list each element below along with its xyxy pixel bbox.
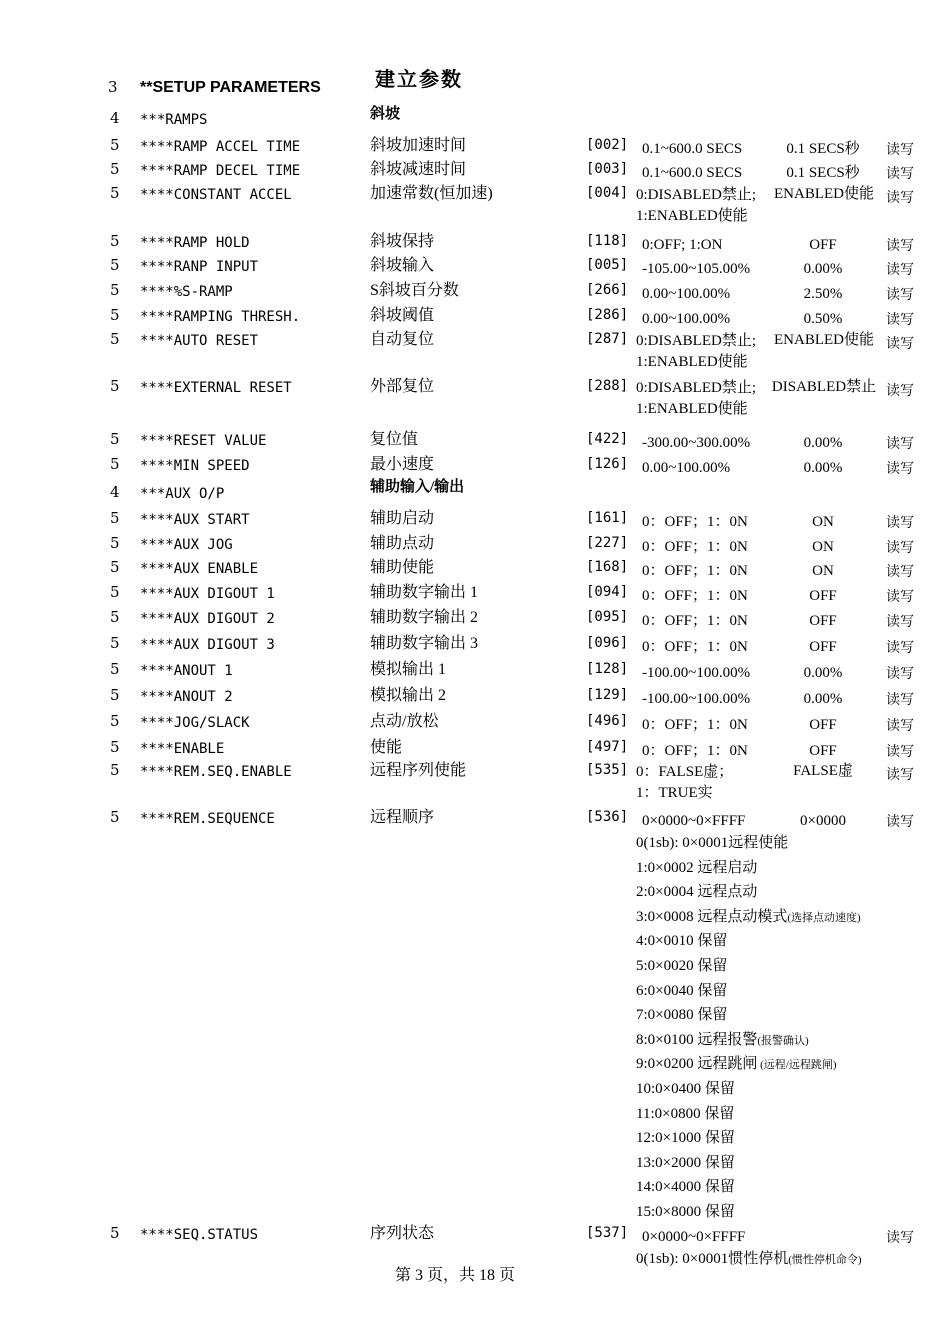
param-tag: [096] [586, 635, 629, 651]
param-level: 5 [110, 281, 120, 299]
bit-description [636, 959, 727, 974]
param-range-line2: 1:ENABLED使能 [636, 401, 748, 417]
param-range: 0:DISABLED禁止; [636, 333, 757, 349]
param-access: 读写 [886, 337, 914, 352]
param-access: 读写 [886, 565, 914, 580]
param-tag: [537] [586, 1225, 629, 1241]
param-name: ****RAMP DECEL TIME [140, 163, 301, 179]
param-name: ****JOG/SLACK [140, 715, 250, 731]
param-range: 0.00~100.00% [642, 460, 731, 476]
param-tag: [128] [586, 661, 629, 677]
bit-description [636, 1033, 809, 1048]
param-access: 读写 [886, 719, 914, 734]
param-name: ****MIN SPEED [140, 458, 250, 474]
param-range: -100.00~100.00% [642, 665, 751, 681]
param-default: ON [812, 539, 834, 555]
param-access: 读写 [886, 516, 914, 531]
param-name: ****AUX DIGOUT 3 [140, 637, 275, 653]
section-level: 3 [108, 78, 118, 96]
param-level: 5 [110, 136, 120, 154]
param-default: OFF [809, 613, 837, 629]
param-name: ****CONSTANT ACCEL [140, 187, 292, 203]
param-name: ****REM.SEQUENCE [140, 811, 275, 827]
param-tag: [129] [586, 687, 629, 703]
bit-text: 11:0×0800 保留 [636, 1105, 735, 1122]
param-name: ****AUX ENABLE [140, 561, 259, 577]
param-level: 5 [110, 712, 120, 730]
param-default: 2.50% [803, 286, 843, 302]
param-range: 0:DISABLED禁止; [636, 380, 757, 396]
param-access: 读写 [886, 288, 914, 303]
bit-text: 14:0×4000 保留 [636, 1179, 735, 1196]
param-name: ****EXTERNAL RESET [140, 380, 292, 396]
param-default: ENABLED使能 [774, 332, 874, 348]
bit-description [636, 1008, 727, 1023]
bit-text: 4:0×0010 保留 [636, 933, 728, 950]
param-name-cn: 辅助点动 [370, 535, 435, 552]
param-name: ****AUX START [140, 512, 250, 528]
param-level: 5 [110, 608, 120, 626]
param-name-cn: 斜坡加速时间 [370, 137, 467, 154]
param-range: 0.00~100.00% [642, 311, 731, 327]
param-access: 读写 [886, 263, 914, 278]
page-footer: 第 3 页，共 18 页 [395, 1267, 516, 1284]
param-name: ****SEQ.STATUS [140, 1227, 259, 1243]
bit-description [636, 1082, 735, 1097]
param-level: 5 [110, 306, 120, 324]
bit-description [636, 1057, 837, 1072]
param-level: 5 [110, 509, 120, 527]
param-access: 读写 [886, 384, 914, 399]
param-name: ****%S-RAMP [140, 284, 233, 300]
param-name: ****AUX JOG [140, 537, 233, 553]
param-name-cn: 模拟输出 2 [370, 687, 447, 704]
group-name-cn: 斜坡 [370, 106, 401, 122]
param-name-cn: 模拟输出 1 [370, 661, 447, 678]
bit-description [636, 910, 861, 925]
param-name-cn: 辅助启动 [370, 510, 435, 527]
param-level: 5 [110, 160, 120, 178]
group-name: ***AUX O/P [140, 486, 225, 502]
param-tag: [288] [586, 378, 629, 394]
bit-text: 9:0×0200 远程跳闸 [636, 1056, 758, 1073]
bit-description [636, 1107, 734, 1122]
param-default: OFF [809, 743, 837, 759]
param-range: 0.1~600.0 SECS [642, 141, 743, 157]
param-tag: [095] [586, 609, 629, 625]
param-default: 0.1 SECS秒 [786, 165, 860, 181]
param-access: 读写 [886, 541, 914, 556]
param-access: 读写 [886, 191, 914, 206]
param-name: ****ENABLE [140, 741, 225, 757]
param-level: 5 [110, 761, 120, 779]
param-name-cn: 斜坡保持 [370, 233, 435, 250]
param-default: 0.00% [803, 665, 843, 681]
param-name: ****RANP INPUT [140, 259, 259, 275]
bit-text: 5:0×0020 保留 [636, 958, 728, 974]
bit-text: 10:0×0400 保留 [636, 1081, 735, 1097]
param-range: 0：OFF；1：0N [642, 639, 748, 655]
param-name-cn: 斜坡减速时间 [370, 161, 467, 178]
param-default: 0.00% [803, 691, 843, 707]
param-level: 5 [110, 686, 120, 704]
param-name-cn: 自动复位 [370, 331, 435, 348]
param-level: 5 [110, 534, 120, 552]
param-tag: [266] [586, 282, 629, 298]
bit-description [636, 984, 727, 999]
param-level: 5 [110, 558, 120, 576]
param-level: 5 [110, 634, 120, 652]
param-name-cn: 复位值 [370, 431, 419, 448]
param-access: 读写 [886, 143, 914, 158]
param-level: 5 [110, 232, 120, 250]
group-name-cn: 辅助输入/输出 [370, 479, 465, 495]
param-name: ****ANOUT 2 [140, 689, 233, 705]
param-name-cn: 使能 [370, 739, 403, 756]
bit-text: 12:0×1000 保留 [636, 1130, 735, 1147]
param-tag: [003] [586, 161, 629, 177]
param-name-cn: 远程顺序 [370, 809, 435, 826]
param-default: 0.1 SECS秒 [786, 141, 860, 157]
bit-text: 7:0×0080 保留 [636, 1007, 728, 1024]
param-default: 0×0000 [800, 813, 846, 829]
bit-text: 3:0×0008 远程点动模式 [636, 908, 788, 925]
param-level: 5 [110, 330, 120, 348]
param-level: 5 [110, 808, 120, 826]
param-range-line2: 1：TRUE实 [636, 785, 713, 801]
param-name: ****RAMP HOLD [140, 235, 250, 251]
param-name: ****ANOUT 1 [140, 663, 233, 679]
section-title-cn: 建立参数 [375, 69, 463, 91]
param-tag: [496] [586, 713, 629, 729]
param-name-cn: 辅助数字输出 1 [370, 584, 479, 601]
param-name: ****RAMP ACCEL TIME [140, 139, 301, 155]
param-name-cn: 远程序列使能 [370, 762, 467, 779]
group-name: ***RAMPS [140, 112, 208, 128]
param-name: ****AUX DIGOUT 1 [140, 586, 275, 602]
bit-text: 1:0×0002 远程启动 [636, 859, 758, 876]
section-title: **SETUP PARAMETERS [140, 79, 321, 96]
param-level: 5 [110, 430, 120, 448]
param-name: ****AUX DIGOUT 2 [140, 611, 275, 627]
bit-text: 0(1sb): 0×0001惯性停机 [636, 1251, 789, 1267]
bit-note: (远程/远程跳闸) [757, 1059, 837, 1072]
param-access: 读写 [886, 167, 914, 182]
bit-note: (惯性停机命令) [788, 1254, 862, 1266]
param-name-cn: 辅助使能 [370, 559, 435, 576]
param-default: OFF [809, 237, 837, 253]
param-name-cn: 斜坡阈值 [370, 307, 435, 324]
param-level: 5 [110, 455, 120, 473]
bit-text: 2:0×0004 远程点动 [636, 884, 758, 901]
param-range-line2: 1:ENABLED使能 [636, 354, 748, 370]
param-name-cn: 序列状态 [370, 1225, 435, 1242]
param-range: 0：OFF；1：0N [642, 743, 748, 759]
param-access: 读写 [886, 745, 914, 760]
bit-description [636, 861, 757, 876]
param-level: 5 [110, 738, 120, 756]
bit-text: 6:0×0040 保留 [636, 982, 728, 999]
param-access: 读写 [886, 313, 914, 328]
bit-text: 8:0×0100 远程报警 [636, 1031, 758, 1048]
param-default: ON [812, 514, 834, 530]
param-tag: [422] [586, 431, 629, 447]
param-range: 0×0000~0×FFFF [642, 1229, 746, 1245]
param-range: 0×0000~0×FFFF [642, 813, 746, 829]
param-name-cn: 最小速度 [370, 456, 435, 473]
param-access: 读写 [886, 693, 914, 708]
param-tag: [094] [586, 584, 629, 600]
param-access: 读写 [886, 615, 914, 630]
param-access: 读写 [886, 815, 914, 830]
group-level: 4 [110, 483, 120, 501]
param-access: 读写 [886, 239, 914, 254]
param-access: 读写 [886, 768, 914, 783]
group-level: 4 [110, 109, 120, 127]
param-tag: [161] [586, 510, 629, 526]
param-range: -300.00~300.00% [642, 435, 751, 451]
param-name: ****AUTO RESET [140, 333, 259, 349]
param-tag: [287] [586, 331, 629, 347]
param-level: 5 [110, 583, 120, 601]
param-name-cn: 外部复位 [370, 378, 435, 395]
bit-description [636, 1156, 735, 1171]
bit-note: (报警确认) [757, 1034, 809, 1047]
bit-description [636, 934, 727, 949]
bit-text: 15:0×8000 保留 [636, 1204, 735, 1220]
bit-text: 0(1sb): 0×0001远程使能 [636, 835, 789, 851]
param-default: ON [812, 563, 834, 579]
param-default: 0.00% [803, 435, 843, 451]
bit-text: 13:0×2000 保留 [636, 1154, 735, 1171]
param-default: OFF [809, 717, 837, 733]
param-tag: [227] [586, 535, 629, 551]
param-tag: [536] [586, 809, 629, 825]
param-name-cn: S斜坡百分数 [370, 282, 459, 299]
param-level: 5 [110, 256, 120, 274]
param-range: 0：OFF；1：0N [642, 514, 748, 530]
param-tag: [005] [586, 257, 629, 273]
bit-description [636, 1252, 862, 1267]
param-default: OFF [809, 639, 837, 655]
param-name-cn: 加速常数(恒加速) [370, 185, 493, 202]
param-name-cn: 点动/放松 [370, 713, 439, 730]
param-range: 0：OFF；1：0N [642, 588, 748, 604]
param-name-cn: 辅助数字输出 2 [370, 609, 479, 626]
param-default: 0.50% [803, 311, 843, 327]
bit-description [636, 1180, 735, 1195]
param-tag: [497] [586, 739, 629, 755]
param-range: 0：OFF；1：0N [642, 563, 748, 579]
param-default: 0.00% [803, 460, 843, 476]
param-default: FALSE虚 [793, 763, 853, 779]
param-tag: [286] [586, 307, 629, 323]
param-range: -100.00~100.00% [642, 691, 751, 707]
param-default: OFF [809, 588, 837, 604]
param-name-cn: 辅助数字输出 3 [370, 635, 479, 652]
param-range: 0：FALSE虚； [636, 764, 734, 780]
param-level: 5 [110, 184, 120, 202]
param-default: ENABLED使能 [774, 186, 874, 202]
param-range: -105.00~105.00% [642, 261, 751, 277]
param-range-line2: 1:ENABLED使能 [636, 208, 748, 224]
bit-description [636, 1205, 735, 1220]
param-tag: [118] [586, 233, 629, 249]
param-name: ****RAMPING THRESH. [140, 309, 301, 325]
param-level: 5 [110, 377, 120, 395]
param-access: 读写 [886, 590, 914, 605]
param-tag: [126] [586, 456, 629, 472]
bit-note: (选择点动速度) [787, 911, 861, 924]
param-access: 读写 [886, 667, 914, 682]
param-name: ****RESET VALUE [140, 433, 267, 449]
param-name-cn: 斜坡输入 [370, 257, 435, 274]
param-default: DISABLED禁止 [771, 379, 877, 395]
param-range: 0.1~600.0 SECS [642, 165, 743, 181]
param-name: ****REM.SEQ.ENABLE [140, 764, 292, 780]
param-range: 0:OFF; 1:ON [642, 237, 723, 253]
param-range: 0:DISABLED禁止; [636, 187, 757, 203]
param-range: 0：OFF；1：0N [642, 613, 748, 629]
param-default: 0.00% [803, 261, 843, 277]
bit-description [636, 836, 788, 851]
param-access: 读写 [886, 462, 914, 477]
param-range: 0：OFF；1：0N [642, 717, 748, 733]
bit-description [636, 1131, 735, 1146]
param-range: 0.00~100.00% [642, 286, 731, 302]
param-tag: [004] [586, 185, 629, 201]
bit-description [636, 885, 757, 900]
param-range: 0：OFF；1：0N [642, 539, 748, 555]
param-level: 5 [110, 660, 120, 678]
param-level: 5 [110, 1224, 120, 1242]
param-tag: [168] [586, 559, 629, 575]
param-access: 读写 [886, 437, 914, 452]
param-tag: [002] [586, 137, 629, 153]
param-access: 读写 [886, 1231, 914, 1246]
param-access: 读写 [886, 641, 914, 656]
param-tag: [535] [586, 762, 629, 778]
